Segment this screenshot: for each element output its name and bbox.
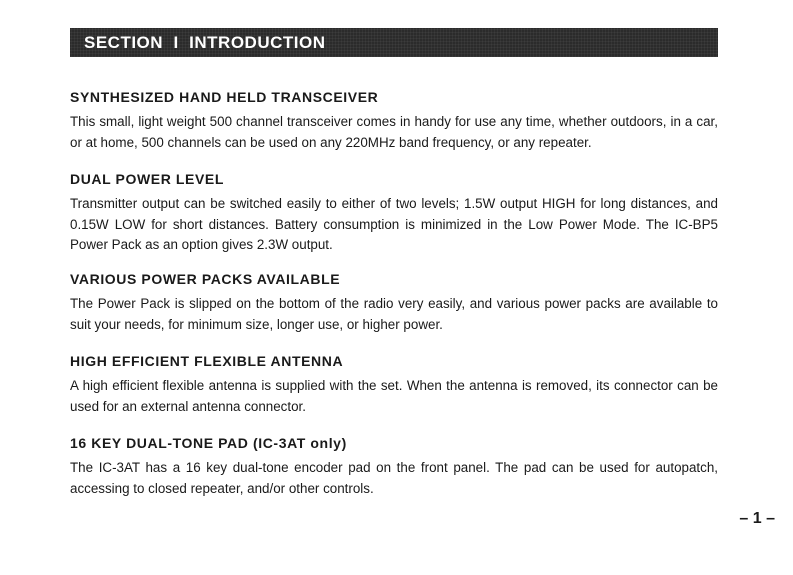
section-synthesized-transceiver <box>70 88 718 153</box>
page-number: – 1 – <box>739 510 775 527</box>
section-heading: 16 KEY DUAL-TONE PAD (IC-3AT only) <box>70 435 347 451</box>
section-body: Transmitter output can be switched easily to either of two levels; 1.5W output HIGH for long distances, and 0.15W LOW for short distances. Battery consumption is minimized in the Low Power Mode. The IC-BP5 Power Pack as an option gives 2.3W output. <box>70 196 718 252</box>
section-header-title: SECTION I INTRODUCTION <box>84 33 326 52</box>
section-heading: DUAL POWER LEVEL <box>70 171 225 187</box>
section-heading: HIGH EFFICIENT FLEXIBLE ANTENNA <box>70 353 344 369</box>
section-power-packs <box>70 270 718 335</box>
section-body: The IC-3AT has a 16 key dual-tone encoder pad on the front panel. The pad can be used for autopatch, accessing to closed repeater, and/or other controls. <box>70 460 718 496</box>
section-dual-power-level <box>70 170 718 256</box>
section-dual-tone-pad <box>70 434 718 499</box>
section-heading: SYNTHESIZED HAND HELD TRANSCEIVER <box>70 89 379 105</box>
section-body: A high efficient flexible antenna is supplied with the set. When the antenna is removed, its connector can be used for an external antenna connector. <box>70 378 718 414</box>
section-body: This small, light weight 500 channel transceiver comes in handy for use any time, whether outdoors, in a car, or at home, 500 channels can be used on any 220MHz band frequency, or any repeater. <box>70 114 718 150</box>
section-body: The Power Pack is slipped on the bottom of the radio very easily, and various power packs are available to suit your needs, for minimum size, longer use, or higher power. <box>70 296 718 332</box>
section-header-banner <box>70 28 718 57</box>
section-flexible-antenna <box>70 352 718 417</box>
section-heading: VARIOUS POWER PACKS AVAILABLE <box>70 271 341 287</box>
